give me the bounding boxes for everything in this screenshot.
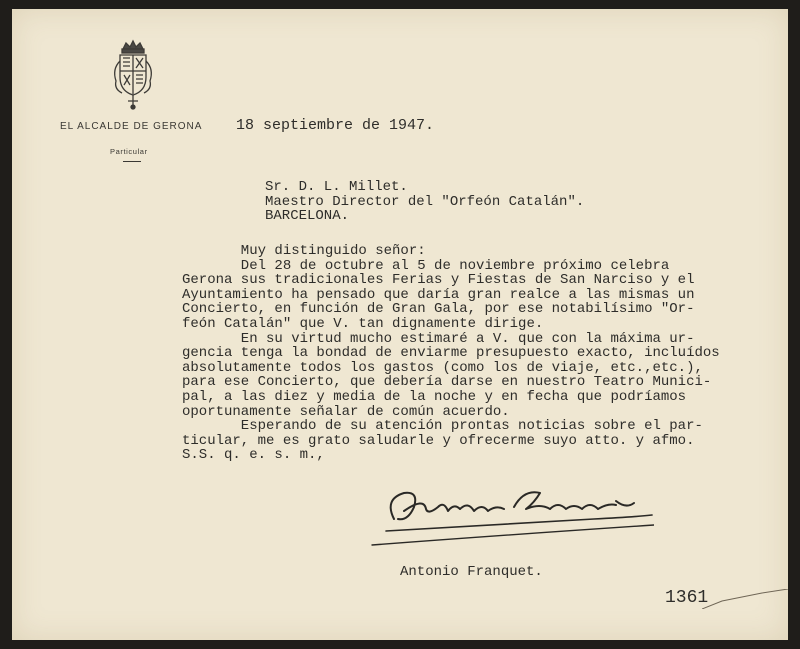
body-line: oportunamente señalar de común acuerdo. [182,403,510,420]
corner-fold [702,589,788,609]
divider [123,161,141,162]
typed-signer-name: Antonio Franquet. [400,564,543,580]
recipient-line: Sr. D. L. Millet. [265,179,408,195]
letterhead-mark: Particular [110,147,148,156]
body-line: Muy distinguido señor: [182,243,426,259]
recipient-address [265,180,584,224]
body-line: para ese Concierto, que debería darse en nuestro Teatro Munici- [182,374,712,391]
body-line: Del 28 de octubre al 5 de noviembre próximo celebra [182,257,670,274]
letter-page [12,9,788,640]
coat-of-arms-icon [108,39,158,111]
letter-date: 18 septiembre de 1947. [236,117,435,134]
letter-body [182,244,720,463]
body-line: Gerona sus tradicionales Ferias y Fiestas de San Narciso y el [182,272,695,289]
body-line: En su virtud mucho estimaré a V. que con la máxima ur- [182,330,695,347]
body-line: Esperando de su atención prontas noticias sobre el par- [182,418,703,435]
body-line: S.S. q. e. s. m., [182,447,325,464]
archive-number: 1361 [665,588,709,608]
body-line: absolutamente todos los gastos (como los de viaje, etc.,etc.), [182,359,703,376]
body-line: gencia tenga la bondad de enviarme presupuesto exacto, incluídos [182,345,720,362]
body-line: pal, a las diez y media de la noche y en fecha que podríamos [182,388,687,405]
letterhead-office: EL ALCALDE DE GERONA [60,121,203,132]
handwritten-signature [364,479,654,549]
recipient-line: BARCELONA. [265,208,350,225]
body-line: feón Catalán" que V. tan dignamente dirige. [182,315,544,332]
recipient-line: Maestro Director del "Orfeón Catalán". [265,193,585,210]
body-line: Ayuntamiento ha pensado que daría gran realce a las mismas un [182,286,695,303]
body-line: ticular, me es grato saludarle y ofrecerme suyo atto. y afmo. [182,432,695,449]
body-line: Concierto, en función de Gran Gala, por ese notabilísimo "Or- [182,301,695,318]
